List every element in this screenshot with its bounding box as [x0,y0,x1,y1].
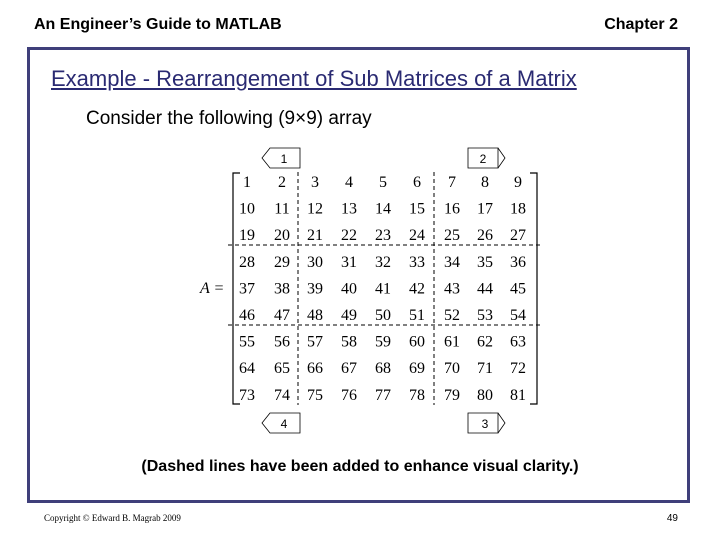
matrix-cell: 67 [341,360,357,378]
matrix-cell: 40 [341,280,357,298]
matrix-cell: 46 [239,307,255,324]
quadrant-label-4 [262,413,300,433]
note-text: (Dashed lines have been added to enhance visual clarity.) [141,458,579,475]
matrix-cell: 20 [274,227,290,245]
matrix-name: A = [200,280,225,297]
matrix-cell: 25 [444,227,460,245]
matrix-cell: 45 [510,280,526,298]
matrix-cell: 63 [510,333,526,351]
quadrant-label-1 [262,148,300,168]
matrix-cell: 60 [409,333,425,351]
page-number: 49 [666,513,678,524]
matrix-cell: 50 [375,307,391,324]
matrix-cell: 12 [307,200,323,218]
matrix-cell: 81 [510,386,526,404]
matrix-cell: 31 [341,253,357,271]
copyright: Copyright © Edward B. Magrab 2009 [44,513,181,523]
matrix-cell: 66 [307,360,323,378]
right-bracket [530,173,537,404]
matrix-cell: 53 [477,307,493,324]
matrix-cell: 52 [444,307,460,324]
matrix-cell: 11 [274,200,290,218]
matrix-cell: 78 [409,386,425,404]
matrix-cell: 24 [409,227,425,245]
matrix-cell: 79 [444,386,460,404]
matrix-cell: 36 [510,253,526,271]
matrix-cell: 70 [444,360,460,378]
matrix-cell: 71 [477,360,493,378]
quadrant-label-2 [468,148,505,168]
matrix-cell: 38 [274,280,290,298]
matrix-cell: 7 [448,174,456,191]
matrix-cell: 4 [345,174,353,191]
matrix-cell: 30 [307,253,323,271]
intro-text: Consider the following (9×9) array [86,108,372,129]
matrix-cell: 74 [274,386,290,404]
matrix-cell: 2 [278,174,286,191]
matrix-cell: 41 [375,280,391,298]
matrix-cell: 44 [477,280,493,298]
matrix-cell: 76 [341,386,357,404]
matrix-cell: 34 [444,253,460,271]
matrix-cell: 16 [444,200,460,218]
matrix-cell: 5 [379,174,387,191]
matrix-cell: 58 [341,333,357,351]
matrix-cell: 19 [239,227,255,245]
matrix-cell: 55 [239,333,255,351]
matrix-cell: 1 [243,174,251,191]
matrix-cell: 10 [239,200,255,218]
matrix-cell: 59 [375,333,391,351]
matrix-cell: 26 [477,227,493,245]
matrix-cell: 3 [311,174,319,191]
matrix-cell: 14 [375,200,391,218]
matrix-cell: 80 [477,386,493,404]
matrix-cell: 68 [375,360,391,378]
matrix-cell: 62 [477,333,493,351]
matrix-cell: 39 [307,280,323,298]
svg-text:1: 1 [280,152,288,166]
matrix-cell: 6 [413,174,421,191]
chapter-label: Chapter 2 [604,16,678,33]
matrix-cell: 13 [341,200,357,218]
matrix-cell: 69 [409,360,425,378]
matrix-cell: 57 [307,333,323,351]
matrix-cell: 43 [444,280,460,298]
matrix-cell: 56 [274,333,290,351]
matrix-cell: 28 [239,253,255,271]
matrix-cell: 47 [274,307,290,324]
svg-text:4: 4 [280,417,288,431]
matrix-cell: 35 [477,253,493,271]
matrix-cell: 72 [510,360,526,378]
matrix-cell: 29 [274,253,290,271]
matrix-cell: 17 [477,200,493,218]
matrix-cell: 37 [239,280,255,298]
quadrant-label-3 [468,413,505,433]
matrix-cell: 21 [307,227,323,245]
matrix-cell: 18 [510,200,526,218]
matrix-cell: 42 [409,280,425,298]
matrix-cell: 54 [510,307,526,324]
svg-text:3: 3 [481,417,489,431]
matrix-cell: 48 [307,307,323,324]
matrix-cell: 49 [341,307,357,324]
matrix-cell: 51 [409,307,425,324]
matrix-cells [239,174,526,404]
matrix-cell: 75 [307,386,323,404]
svg-text:2: 2 [479,152,487,166]
matrix-cell: 15 [409,200,425,218]
matrix-cell: 32 [375,253,391,271]
matrix-cell: 23 [375,227,391,245]
matrix-cell: 64 [239,360,255,378]
matrix-cell: 61 [444,333,460,351]
matrix-cell: 33 [409,253,425,271]
matrix-cell: 77 [375,386,391,404]
matrix-cell: 22 [341,227,357,245]
matrix-cell: 8 [481,174,489,191]
matrix-cell: 65 [274,360,290,378]
book-title: An Engineer’s Guide to MATLAB [34,16,282,33]
slide-title: Example - Rearrangement of Sub Matrices of a Matrix [51,66,577,91]
matrix-cell: 27 [510,227,526,245]
matrix-cell: 9 [514,174,522,191]
matrix-cell: 73 [239,386,255,404]
